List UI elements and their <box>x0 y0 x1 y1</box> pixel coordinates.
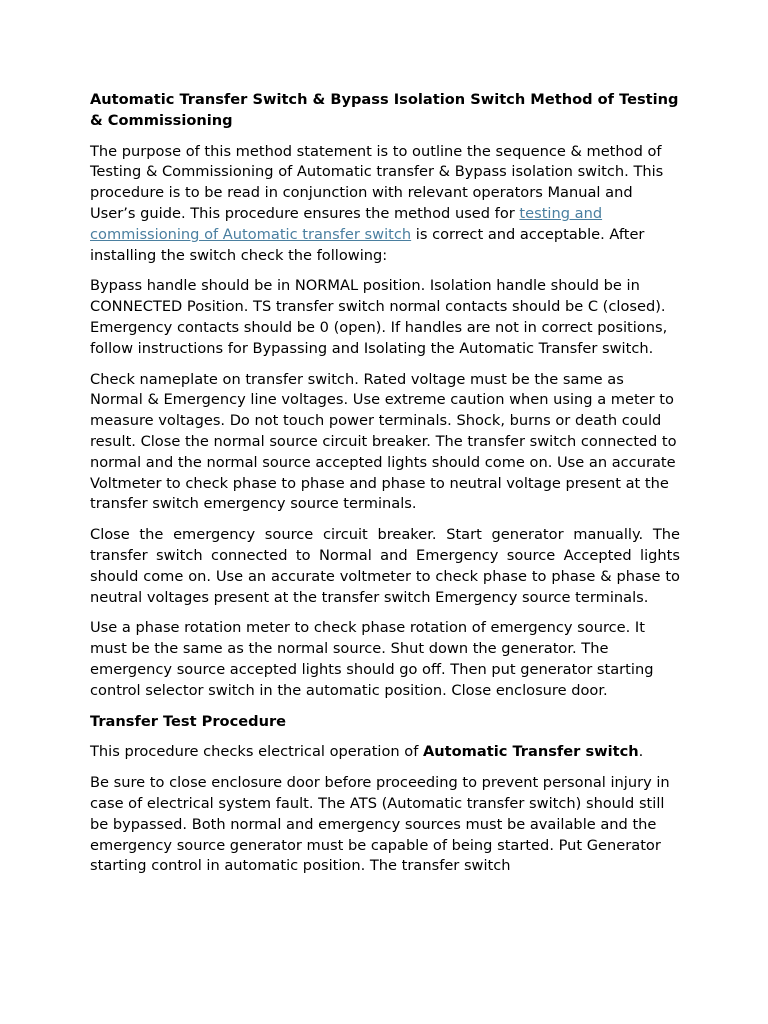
intro-text-before-link: The purpose of this method statement is to outline the sequence & method of Testing & Commissioning of Automatic transfer & Bypass isolation switch. This procedure is to be read in conjunction with relevant operators Manual and User’s guide. This procedure ensures the method used for <box>90 142 664 222</box>
enclosure-paragraph: Be sure to close enclosure door before proceeding to prevent personal injury in case of electrical system fault. The ATS (Automatic transfer switch) should still be bypassed. Both normal and emergency sources must be available and the emergency source generator must be capable of being started. Put Generator starting control in automatic position. The transfer switch <box>90 774 670 875</box>
nameplate-paragraph: Check nameplate on transfer switch. Rated voltage must be the same as Normal & Emergency line voltages. Use extreme caution when using a meter to measure voltages. Do not touch power terminals. Shock, burns or death could result. Close the normal source circuit breaker. The transfer switch connected to normal and the normal source accepted lights should come on. Use an accurate Voltmeter to check phase to phase and phase to neutral voltage present at the transfer switch emergency source terminals. <box>90 370 677 513</box>
checks-text-before-bold: This procedure checks electrical operation of <box>90 743 423 761</box>
checks-text-after-bold: . <box>638 743 644 761</box>
bypass-paragraph: Bypass handle should be in NORMAL position. Isolation handle should be in CONNECTED Position. TS transfer switch normal contacts should be C (closed). Emergency contacts should be 0 (open). If handles are not in correct positions, follow instructions for Bypassing and Isolating the Automatic Transfer switch. <box>90 277 668 357</box>
document-page <box>90 90 680 887</box>
phase-rotation-paragraph: Use a phase rotation meter to check phase rotation of emergency source. It must be the same as the normal source. Shut down the generator. The emergency source accepted lights should go off. Then put generator starting control selector switch in the automatic position. Close enclosure door. <box>90 619 654 699</box>
document-title: Automatic Transfer Switch & Bypass Isolation Switch Method of Testing & Commissioning <box>90 91 679 129</box>
intro-paragraph <box>90 142 680 267</box>
intro-text-after-link: is correct and acceptable. After installing the switch check the following: <box>90 225 645 264</box>
checks-bold-text: Automatic Transfer switch <box>423 743 639 761</box>
procedure-checks-paragraph <box>90 742 680 763</box>
section-heading-transfer-test: Transfer Test Procedure <box>90 712 287 730</box>
testing-commissioning-link[interactable]: testing and commissioning of Automatic transfer switch <box>90 204 603 243</box>
emergency-source-paragraph: Close the emergency source circuit breaker. Start generator manually. The transfer switch connected to Normal and Emergency source Accepted lights should come on. Use an accurate voltmeter to check phase to phase & phase to neutral voltages present at the transfer switch Emergency source terminals. <box>90 526 680 606</box>
